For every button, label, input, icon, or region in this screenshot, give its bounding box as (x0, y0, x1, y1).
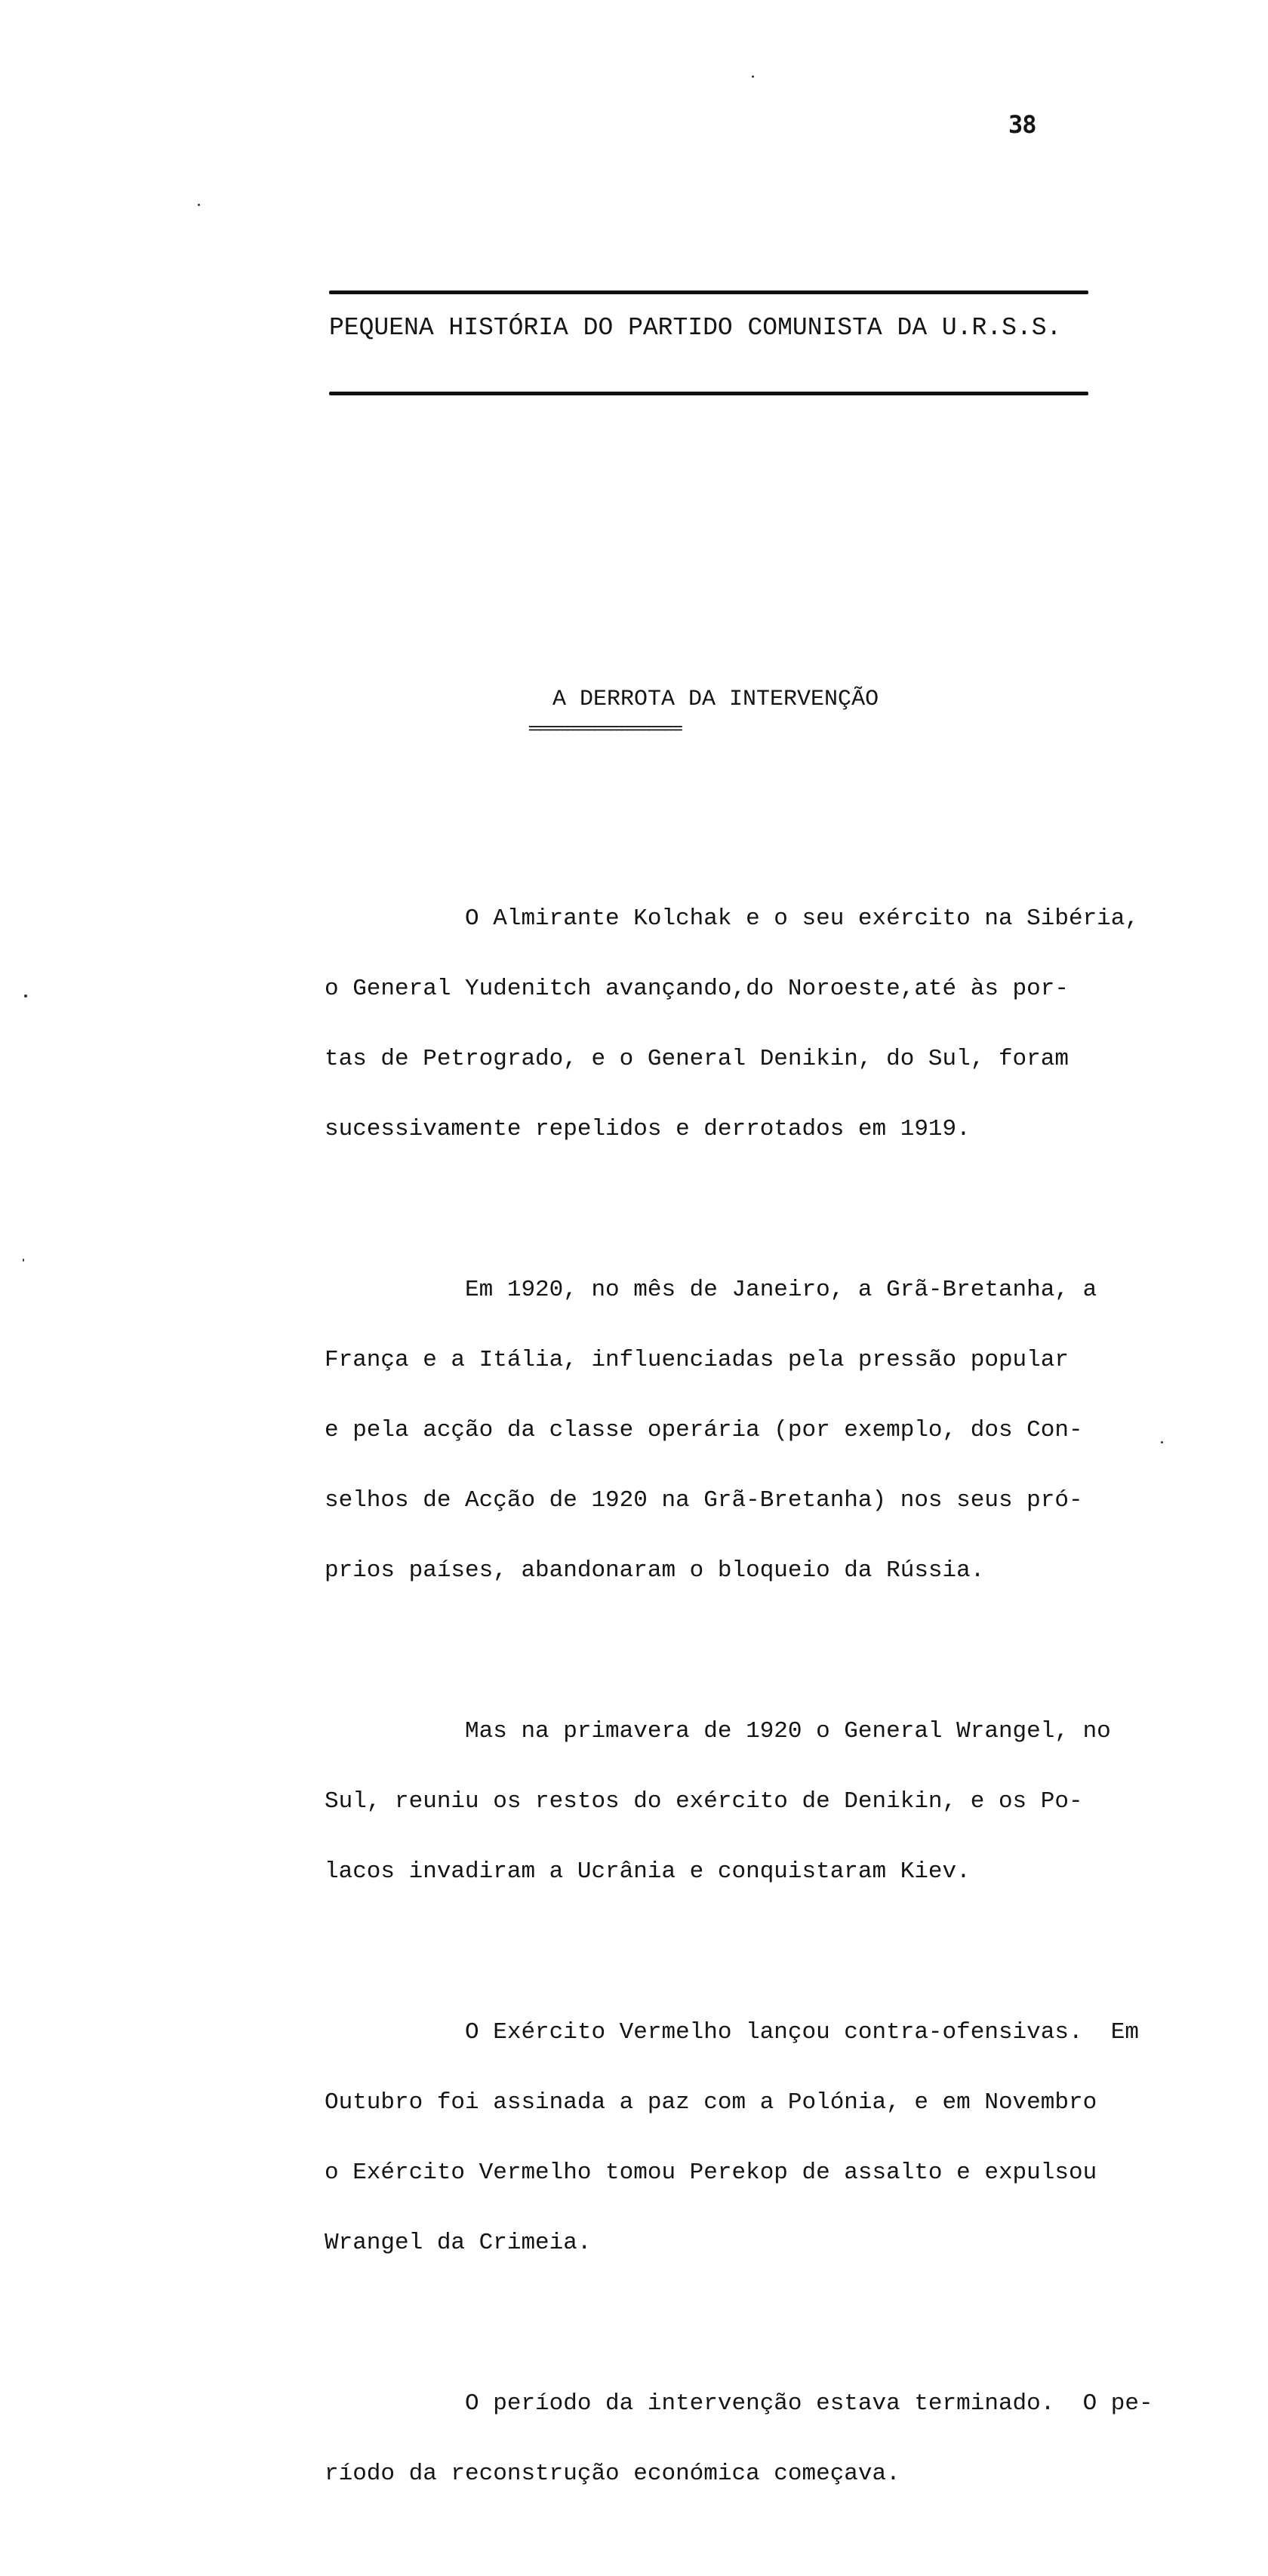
header-bottom-rule (329, 392, 1088, 395)
text-line: o Exército Vermelho tomou Perekop de assalto e expulsou (325, 2159, 1097, 2186)
text-line: selhos de Acção de 1920 na Grã-Bretanha) nos seus pró- (325, 1487, 1083, 1514)
text-line: e pela acção da classe operária (por exemplo, dos Con- (325, 1417, 1083, 1443)
paragraph (325, 1231, 1162, 1629)
text-line: França e a Itália, influenciadas pela pressão popular (325, 1347, 1069, 1373)
body-text (325, 860, 1162, 2576)
page-number: 38 (1008, 110, 1036, 139)
text-line: Outubro foi assinada a paz com a Polónia, e em Novembro (325, 2089, 1097, 2116)
scan-speck (23, 1259, 24, 1262)
section-title-underline: ============================ (528, 723, 681, 737)
text-line: sucessivamente repelidos e derrotados em 1919. (325, 1116, 971, 1142)
text-line: Mas na primavera de 1920 o General Wrangel, no (325, 1718, 1111, 1744)
scan-speck (752, 75, 754, 78)
section-title: A DERROTA DA INTERVENÇÃO (552, 687, 879, 712)
paragraph (325, 2345, 1162, 2532)
scan-speck (1161, 1441, 1163, 1443)
scan-speck (198, 204, 200, 206)
paragraph (325, 1974, 1162, 2301)
text-line: O Almirante Kolchak e o seu exército na Sibéria, (325, 905, 1139, 932)
header-top-rule (329, 290, 1088, 294)
text-line: tas de Petrogrado, e o General Denikin, do Sul, foram (325, 1046, 1069, 1072)
running-header-title: PEQUENA HISTÓRIA DO PARTIDO COMUNISTA DA U.R.S.S. (329, 314, 1062, 342)
text-line: prios países, abandonaram o bloqueio da Rússia. (325, 1557, 985, 1584)
paragraph (325, 860, 1162, 1188)
text-line: o General Yudenitch avançando,do Noroeste,até às por- (325, 976, 1069, 1002)
text-line: Em 1920, no mês de Janeiro, a Grã-Bretanha, a (325, 1277, 1097, 1303)
text-line: ríodo da reconstrução económica começava. (325, 2461, 900, 2487)
scan-speck (24, 994, 27, 998)
paragraph (325, 1673, 1162, 1930)
text-line: lacos invadiram a Ucrânia e conquistaram Kiev. (325, 1858, 971, 1885)
text-line: O Exército Vermelho lançou contra-ofensivas. Em (325, 2019, 1139, 2046)
text-line: Wrangel da Crimeia. (325, 2230, 592, 2256)
text-line: Sul, reuniu os restos do exército de Denikin, e os Po- (325, 1788, 1083, 1815)
text-line: O período da intervenção estava terminado. O pe- (325, 2390, 1153, 2417)
